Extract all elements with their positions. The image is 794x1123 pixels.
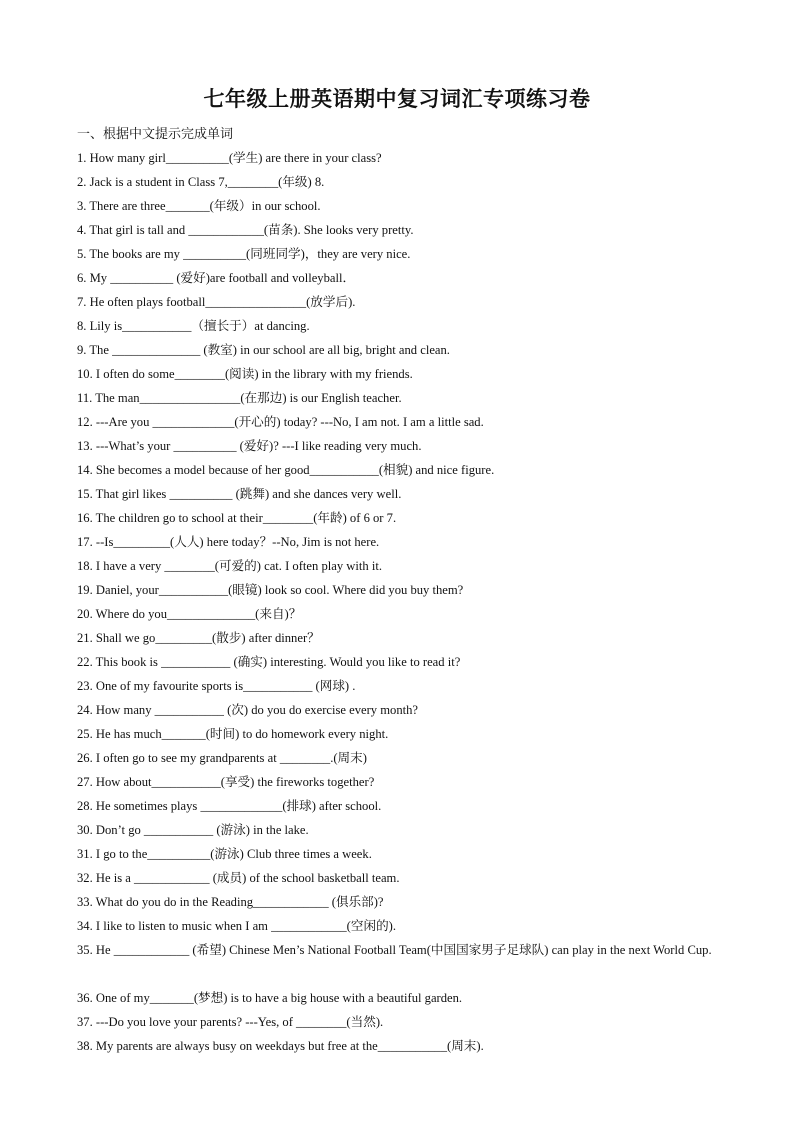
exercise-item: 22. This book is ___________ (确实) interesting. Would you like to read it? xyxy=(77,655,461,669)
exercise-item: 7. He often plays football________________(放学后). xyxy=(77,295,356,309)
exercise-item: 6. My __________ (爱好)are football and volleyball． xyxy=(77,271,356,285)
exercise-item: 35. He ____________ (希望) Chinese Men’s National Football Team(中国国家男子足球队) can play in the next World Cup. xyxy=(77,943,712,957)
exercise-item: 23. One of my favourite sports is___________ (网球) . xyxy=(77,679,356,693)
exercise-item: 36. One of my_______(梦想) is to have a big house with a beautiful garden. xyxy=(77,991,463,1005)
exercise-item: 13. ---What’s your __________ (爱好)? ---I like reading very much. xyxy=(77,439,422,453)
exercise-item: 4. That girl is tall and ____________(苗条). She looks very pretty. xyxy=(77,223,414,237)
exercise-item: 11. The man________________(在那边) is our English teacher. xyxy=(77,391,402,405)
exercise-item: 31. I go to the__________(游泳) Club three times a week. xyxy=(77,847,372,861)
exercise-item: 30. Don’t go ___________ (游泳) in the lake. xyxy=(77,823,309,837)
exercise-item: 2. Jack is a student in Class 7,________(年级) 8. xyxy=(77,175,325,189)
exercise-item: 25. He has much_______(时间) to do homework every night. xyxy=(77,727,389,741)
page-title: 七年级上册英语期中复习词汇专项练习卷 xyxy=(203,87,591,111)
exercise-item: 19. Daniel, your___________(眼镜) look so cool. Where did you buy them? xyxy=(77,583,464,597)
exercise-item: 26. I often go to see my grandparents at ________.(周末) xyxy=(77,751,367,765)
exercise-item: 5. The books are my __________(同班同学)，they are very nice. xyxy=(77,247,411,261)
exercise-item: 3. There are three_______(年级）in our school. xyxy=(77,199,321,213)
exercise-item: 14. She becomes a model because of her good___________(相貌) and nice figure. xyxy=(77,463,495,477)
exercise-item: 32. He is a ____________ (成员) of the school basketball team. xyxy=(77,871,400,885)
exercise-list xyxy=(77,146,727,1058)
exercise-item: 10. I often do some________(阅读) in the library with my friends. xyxy=(77,367,413,381)
section-heading: 一、根据中文提示完成单词 xyxy=(77,127,234,142)
exercise-item: 12. ---Are you _____________(开心的) today? ---No, I am not. I am a little sad. xyxy=(77,415,484,429)
exercise-item: 28. He sometimes plays _____________(排球) after school. xyxy=(77,799,382,813)
exercise-item: 17. --Is_________(人人) here today？--No, Jim is not here. xyxy=(77,535,380,549)
exercise-item: 9. The ______________ (教室) in our school are all big, bright and clean. xyxy=(77,343,450,357)
exercise-item: 24. How many ___________ (次) do you do exercise every month? xyxy=(77,703,419,717)
exercise-item: 33. What do you do in the Reading____________ (俱乐部)? xyxy=(77,895,384,909)
exercise-item: 20. Where do you______________(来自)？ xyxy=(77,607,302,621)
exercise-item: 8. Lily is___________（擅长于）at dancing. xyxy=(77,319,310,333)
exercise-item: 1. How many girl__________(学生) are there in your class? xyxy=(77,151,382,165)
exercise-item: 16. The children go to school at their________(年龄) of 6 or 7. xyxy=(77,511,397,525)
exercise-item: 21. Shall we go_________(散步) after dinner？ xyxy=(77,631,320,645)
exercise-item: 18. I have a very ________(可爱的) cat. I often play with it. xyxy=(77,559,382,573)
exercise-item: 38. My parents are always busy on weekdays but free at the___________(周末). xyxy=(77,1039,484,1053)
exercise-item: 34. I like to listen to music when I am ____________(空闲的). xyxy=(77,919,397,933)
exercise-item: 37. ---Do you love your parents? ---Yes, of ________(当然). xyxy=(77,1015,384,1029)
exercise-item: 15. That girl likes __________ (跳舞) and she dances very well. xyxy=(77,487,402,501)
exercise-item: 27. How about___________(享受) the fireworks together? xyxy=(77,775,375,789)
